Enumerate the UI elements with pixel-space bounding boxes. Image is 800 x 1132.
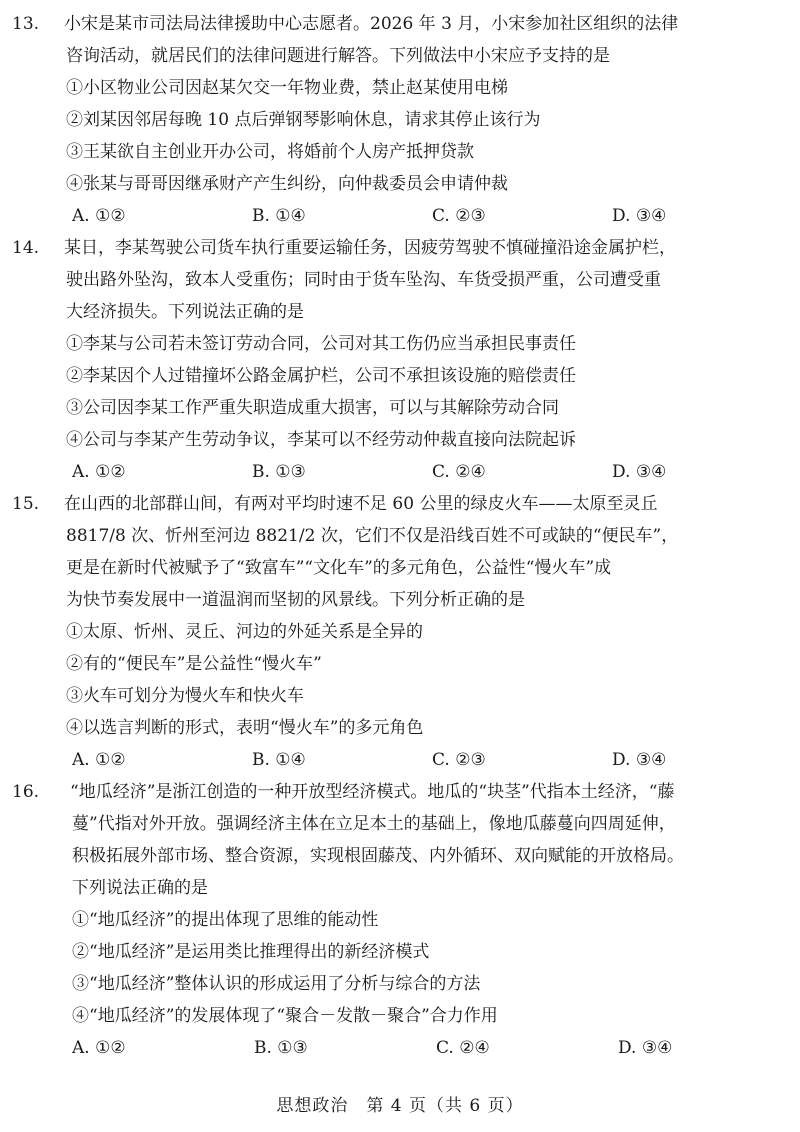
question-stem-line <box>0 264 800 296</box>
statement-option: ①李某与公司若未签订劳动合同，公司对其工伤仍应当承担民事责任 <box>66 334 576 354</box>
statement-option: ②“地瓜经济”是运用类比推理得出的新经济模式 <box>72 942 430 962</box>
answer-choices <box>0 1032 800 1064</box>
statement-option: ①“地瓜经济”的提出体现了思维的能动性 <box>72 910 379 930</box>
question-stem-text: 大经济损失。下列说法正确的是 <box>66 302 304 322</box>
question-stem-line <box>0 296 800 328</box>
question-stem-text: 在山西的北部群山间，有两对平均时速不足 60 公里的绿皮火车——太原至灵丘 <box>64 494 658 514</box>
question-15 <box>0 488 800 776</box>
question-stem-line <box>0 808 800 840</box>
question-stem-text: 驶出路外坠沟，致本人受重伤；同时由于货车坠沟、车货受损严重，公司遭受重 <box>66 270 661 290</box>
question-stem-line <box>0 872 800 904</box>
question-stem-text: 咨询活动，就居民们的法律问题进行解答。下列做法中小宋应予支持的是 <box>66 46 610 66</box>
answer-choice-d: D. ③④ <box>618 1038 673 1058</box>
question-stem-text: 积极拓展外部市场、整合资源，实现根固藤茂、内外循环、双向赋能的开放格局。 <box>72 846 684 866</box>
question-stem-text: 小宋是某市司法局法律援助中心志愿者。2026 年 3 月，小宋参加社区组织的法律 <box>64 14 679 34</box>
answer-choice-c: C. ②④ <box>432 462 486 482</box>
question-stem-text: 下列说法正确的是 <box>72 878 208 898</box>
question-stem-line <box>0 776 800 808</box>
answer-choice-b: B. ①④ <box>252 206 306 226</box>
question-number: 16. <box>12 782 40 802</box>
answer-choices <box>0 200 800 232</box>
statement-option: ③“地瓜经济”整体认识的形成运用了分析与综合的方法 <box>72 974 481 994</box>
statement-option: ②李某因个人过错撞坏公路金属护栏，公司不承担该设施的赔偿责任 <box>66 366 576 386</box>
question-stem-line <box>0 8 800 40</box>
statement-option: ①小区物业公司因赵某欠交一年物业费，禁止赵某使用电梯 <box>66 78 508 98</box>
answer-choices <box>0 744 800 776</box>
answer-choice-a: A. ①② <box>72 1038 126 1058</box>
question-stem-line <box>0 488 800 520</box>
answer-choice-d: D. ③④ <box>612 206 667 226</box>
answer-choice-c: C. ②④ <box>436 1038 490 1058</box>
statement-option: ②有的“便民车”是公益性“慢火车” <box>66 654 322 674</box>
answer-choice-c: C. ②③ <box>432 206 486 226</box>
statement-option: ①太原、忻州、灵丘、河边的外延关系是全异的 <box>66 622 423 642</box>
question-13 <box>0 8 800 232</box>
question-stem-text: 更是在新时代被赋予了“致富车”“文化车”的多元角色，公益性“慢火车”成 <box>66 558 612 578</box>
answer-choice-b: B. ①③ <box>252 462 306 482</box>
statement-option: ④张某与哥哥因继承财产产生纠纷，向仲裁委员会申请仲裁 <box>66 174 508 194</box>
statement-option: ④“地瓜经济”的发展体现了“聚合－发散－聚合”合力作用 <box>72 1006 498 1026</box>
question-stem-text: “地瓜经济”是浙江创造的一种开放型经济模式。地瓜的“块茎”代指本土经济，“藤 <box>70 782 675 802</box>
statement-option: ③王某欲自主创业开办公司，将婚前个人房产抵押贷款 <box>66 142 474 162</box>
question-stem-text: 为快节奏发展中一道温润而坚韧的风景线。下列分析正确的是 <box>66 590 525 610</box>
answer-choices <box>0 456 800 488</box>
statement-option: ②刘某因邻居每晚 10 点后弹钢琴影响休息，请求其停止该行为 <box>66 110 541 130</box>
answer-choice-b: B. ①④ <box>252 750 306 770</box>
question-stem-text: 某日，李某驾驶公司货车执行重要运输任务，因疲劳驾驶不慎碰撞沿途金属护栏， <box>64 238 676 258</box>
answer-choice-a: A. ①② <box>72 206 126 226</box>
statement-option: ④公司与李某产生劳动争议，李某可以不经劳动仲裁直接向法院起诉 <box>66 430 576 450</box>
question-stem-text: 蔓”代指对外开放。强调经济主体在立足本土的基础上，像地瓜藤蔓向四周延伸， <box>72 814 676 834</box>
question-stem-line <box>0 840 800 872</box>
question-number: 14. <box>12 238 40 258</box>
question-16 <box>0 776 800 1064</box>
question-stem-line <box>0 520 800 552</box>
answer-choice-a: A. ①② <box>72 750 126 770</box>
statement-option: ③公司因李某工作严重失职造成重大损害，可以与其解除劳动合同 <box>66 398 559 418</box>
question-number: 15. <box>12 494 40 514</box>
answer-choice-d: D. ③④ <box>612 750 667 770</box>
question-14 <box>0 232 800 488</box>
question-stem-line <box>0 232 800 264</box>
statement-option: ④以选言判断的形式，表明“慢火车”的多元角色 <box>66 718 424 738</box>
answer-choice-b: B. ①③ <box>254 1038 308 1058</box>
exam-page <box>0 8 800 1064</box>
question-stem-text: 8817/8 次、忻州至河边 8821/2 次，它们不仅是沿线百姓不可或缺的“便民车”， <box>66 526 679 546</box>
page-footer: 思想政治 第 4 页（共 6 页） <box>276 1096 524 1116</box>
question-stem-line <box>0 584 800 616</box>
question-stem-line <box>0 552 800 584</box>
statement-option: ③火车可划分为慢火车和快火车 <box>66 686 304 706</box>
answer-choice-a: A. ①② <box>72 462 126 482</box>
question-number: 13. <box>12 14 40 34</box>
answer-choice-c: C. ②③ <box>432 750 486 770</box>
question-stem-line <box>0 40 800 72</box>
answer-choice-d: D. ③④ <box>612 462 667 482</box>
